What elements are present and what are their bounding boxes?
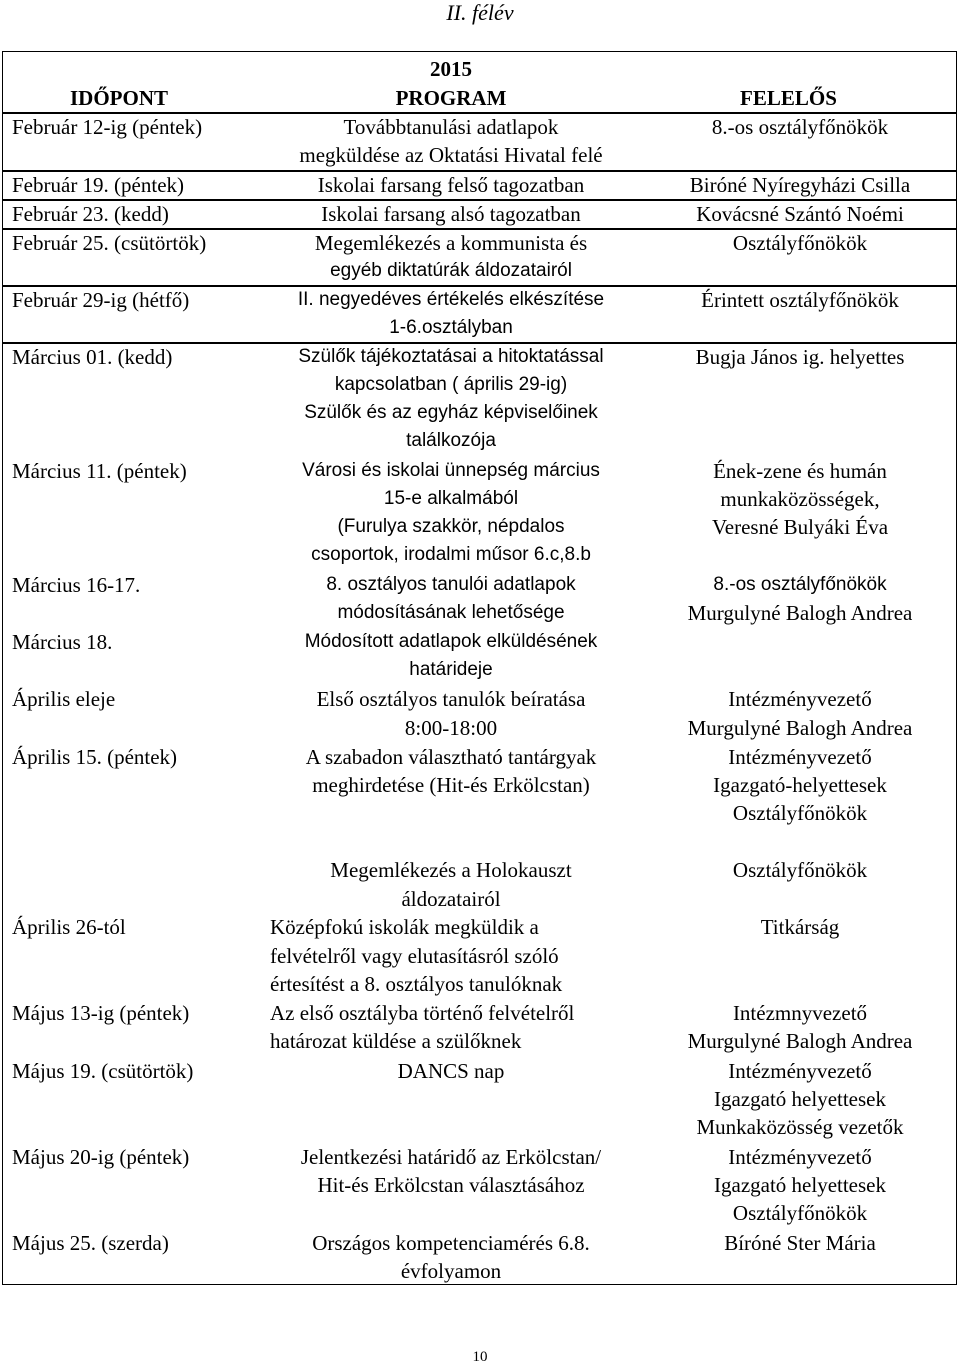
row-program: módosításának lehetősége [337, 602, 565, 623]
row-date-secondary: Március 18. [12, 630, 113, 654]
row-program: évfolyamon [400, 1259, 502, 1283]
row-responsible: Intézmnyvezető [732, 1001, 868, 1025]
row-program: Országos kompetenciamérés 6.8. [312, 1231, 590, 1255]
row-responsible: Ének-zene és humán [713, 459, 887, 483]
row-program: határozat küldése a szülőknek [270, 1029, 522, 1053]
row-program: (Furulya szakkör, népdalos [337, 516, 565, 537]
row-program: Jelentkezési határidő az Erkölcstan/ [300, 1145, 602, 1169]
row-program: A szabadon választható tantárgyak [305, 745, 597, 769]
row-date: Február 25. (csütörtök) [12, 231, 207, 255]
row-date: Március 01. (kedd) [12, 345, 173, 369]
table-year: 2015 [430, 57, 472, 81]
row-program: II. negyedéves értékelés elkészítése [297, 289, 605, 310]
row-responsible: Osztályfőnökök [732, 801, 868, 825]
header-responsible: FELELŐS [740, 86, 837, 110]
row-responsible: Intézményvezető [728, 687, 872, 711]
row-responsible: Osztályfőnökök [732, 231, 868, 255]
row-date: Április 15. (péntek) [12, 745, 178, 769]
row-date: Február 23. (kedd) [12, 202, 169, 226]
row-date: Március 11. (péntek) [12, 459, 187, 483]
row-program: 15-e alkalmából [383, 488, 519, 509]
row-program: Szülők és az egyház képviselőinek [304, 402, 598, 423]
header-program: PROGRAM [395, 86, 507, 110]
row-program: találkozója [406, 430, 496, 451]
row-program: megküldése az Oktatási Hivatal felé [299, 143, 603, 167]
row-program: egyéb diktatúrák áldozatairól [330, 260, 572, 281]
row-program: Szülők tájékoztatásai a hitoktatással [298, 346, 604, 367]
row-program: Iskolai farsang felső tagozatban [317, 173, 585, 197]
row-program: áldozatairól [401, 887, 501, 911]
page-header: II. félév [446, 0, 514, 25]
row-program: értesítést a 8. osztályos tanulóknak [270, 972, 563, 996]
row-program: Hit-és Erkölcstan választásához [317, 1173, 585, 1197]
row-program: Az első osztályba történő felvételről [270, 1001, 575, 1025]
row-date: Március 16-17. [12, 573, 141, 597]
row-program: Módosított adatlapok elküldésének [304, 631, 598, 652]
row-program: 1-6.osztályban [389, 317, 513, 338]
row-responsible: Bugja János ig. helyettes [695, 345, 905, 369]
row-responsible: Intézményvezető [728, 1059, 872, 1083]
row-responsible: Murgulyné Balogh Andrea [687, 716, 913, 740]
row-date: Február 29-ig (hétfő) [12, 288, 190, 312]
row-date: Május 25. (szerda) [12, 1231, 169, 1255]
row-responsible: 8.-os osztályfőnökök [713, 574, 887, 595]
row-responsible: Veresné Bulyáki Éva [711, 515, 889, 539]
row-date: Február 19. (péntek) [12, 173, 185, 197]
row-program: határideje [409, 659, 493, 680]
row-program: felvételről vagy elutasításról szóló [270, 944, 559, 968]
row-responsible: Intézményvezető [728, 1145, 872, 1169]
row-program: Városi és iskolai ünnepség március [302, 460, 600, 481]
row-responsible: Murgulyné Balogh Andrea [687, 1029, 913, 1053]
row-date: Május 20-ig (péntek) [12, 1145, 190, 1169]
row-program: Megemlékezés a Holokauszt [330, 858, 572, 882]
row-program: Megemlékezés a kommunista és [314, 231, 588, 255]
row-date: Május 19. (csütörtök) [12, 1059, 194, 1083]
row-date: Április 26-tól [12, 915, 126, 939]
row-date: Február 12-ig (péntek) [12, 115, 203, 139]
row-responsible: Munkaközösség vezetők [696, 1115, 904, 1139]
row-program: csoportok, irodalmi műsor 6.c,8.b [311, 544, 591, 565]
row-responsible: Igazgató-helyettesek [713, 773, 887, 797]
header-date: IDŐPONT [70, 86, 169, 110]
row-program: Iskolai farsang alsó tagozatban [321, 202, 581, 226]
row-responsible: Intézményvezető [728, 745, 872, 769]
row-program: meghirdetése (Hit-és Erkölcstan) [312, 773, 590, 797]
row-program: Első osztályos tanulók beíratása [316, 687, 586, 711]
row-responsible: Érintett osztályfőnökök [701, 288, 899, 312]
row-responsible: Igazgató helyettesek [714, 1173, 886, 1197]
page-number: 10 [472, 1349, 488, 1365]
row-responsible: Bíróné Ster Mária [724, 1231, 876, 1255]
row-responsible: munkaközösségek, [720, 487, 880, 511]
row-program: kapcsolatban ( április 29-ig) [334, 374, 568, 395]
row-responsible: Kovácsné Szántó Noémi [696, 202, 904, 226]
row-program: 8:00-18:00 [404, 716, 498, 740]
row-responsible: Osztályfőnökök [732, 858, 868, 882]
row-responsible: Titkárság [760, 915, 840, 939]
row-responsible: Murgulyné Balogh Andrea [687, 601, 913, 625]
row-responsible: Biróné Nyíregyházi Csilla [689, 173, 911, 197]
row-program: DANCS nap [397, 1059, 505, 1083]
row-program: 8. osztályos tanulói adatlapok [326, 574, 576, 595]
row-responsible: Igazgató helyettesek [714, 1087, 886, 1111]
row-program: Középfokú iskolák megküldik a [270, 915, 539, 939]
row-program: Továbbtanulási adatlapok [343, 115, 559, 139]
row-responsible: Osztályfőnökök [732, 1201, 868, 1225]
row-date: Április eleje [12, 687, 116, 711]
row-responsible: 8.-os osztályfőnökök [711, 115, 889, 139]
row-date: Május 13-ig (péntek) [12, 1001, 190, 1025]
